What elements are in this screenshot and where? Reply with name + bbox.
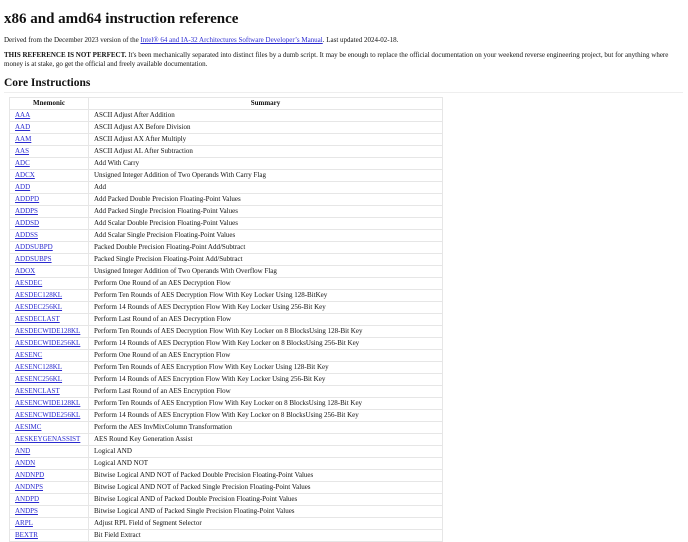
summary-cell: Perform the AES InvMixColumn Transformation [89,422,443,434]
table-row [10,458,443,470]
table-row [10,134,443,146]
derived-suffix: . Last updated 2024-02-18. [322,36,399,44]
mnemonic-cell [10,278,89,290]
table-row [10,314,443,326]
mnemonic-link[interactable]: ADDSS [15,231,38,239]
warning-text: It's been mechanically separated into distinct files by a dumb script. It may be enough to replace the official documentation on your weekend reverse engineering project, but for anything where money is at stake, go get the official and freely available documentation. [4,51,669,68]
mnemonic-link[interactable]: AESENC256KL [15,375,63,383]
derived-prefix: Derived from the December 2023 version of the [4,36,141,44]
mnemonic-cell [10,398,89,410]
table-body [10,110,443,542]
section-title: Core Instructions [4,76,683,93]
mnemonic-link[interactable]: ADDPD [15,195,40,203]
table-row [10,410,443,422]
mnemonic-cell [10,482,89,494]
mnemonic-cell [10,422,89,434]
summary-cell: Packed Double Precision Floating-Point Add/Subtract [89,242,443,254]
summary-cell: Bitwise Logical AND NOT of Packed Single Precision Floating-Point Values [89,482,443,494]
mnemonic-link[interactable]: AESIMC [15,423,42,431]
mnemonic-cell [10,254,89,266]
summary-cell: Perform Ten Rounds of AES Encryption Flow With Key Locker on 8 BlocksUsing 128-Bit Key [89,398,443,410]
mnemonic-link[interactable]: ADDSUBPS [15,255,52,263]
mnemonic-link[interactable]: ADCX [15,171,35,179]
summary-cell: Perform 14 Rounds of AES Encryption Flow With Key Locker on 8 BlocksUsing 256-Bit Key [89,410,443,422]
mnemonic-cell [10,530,89,542]
table-row [10,254,443,266]
mnemonic-cell [10,458,89,470]
mnemonic-link[interactable]: AND [15,447,31,455]
mnemonic-cell [10,218,89,230]
mnemonic-cell [10,386,89,398]
mnemonic-link[interactable]: AAA [15,111,31,119]
table-row [10,218,443,230]
summary-cell: ASCII Adjust After Addition [89,110,443,122]
table-row [10,398,443,410]
table-row [10,266,443,278]
mnemonic-cell [10,338,89,350]
summary-cell: Add Scalar Double Precision Floating-Point Values [89,218,443,230]
summary-cell: Logical AND [89,446,443,458]
mnemonic-cell [10,446,89,458]
mnemonic-link[interactable]: ANDPD [15,495,40,503]
summary-cell: Perform One Round of an AES Encryption Flow [89,350,443,362]
summary-cell: Bitwise Logical AND of Packed Double Precision Floating-Point Values [89,494,443,506]
mnemonic-link[interactable]: ADD [15,183,31,191]
mnemonic-cell [10,230,89,242]
mnemonic-link[interactable]: AESENCWIDE256KL [15,411,81,419]
mnemonic-link[interactable]: ADDPS [15,207,38,215]
mnemonic-link[interactable]: ADDSUBPD [15,243,53,251]
table-header-row [10,98,443,110]
mnemonic-cell [10,266,89,278]
mnemonic-link[interactable]: BEXTR [15,531,38,539]
mnemonic-link[interactable]: ANDN [15,459,36,467]
summary-cell: Add Packed Single Precision Floating-Point Values [89,206,443,218]
summary-cell: Perform 14 Rounds of AES Encryption Flow With Key Locker Using 256-Bit Key [89,374,443,386]
mnemonic-cell [10,146,89,158]
table-row [10,530,443,542]
summary-cell: Bitwise Logical AND NOT of Packed Double Precision Floating-Point Values [89,470,443,482]
mnemonic-cell [10,350,89,362]
mnemonic-cell [10,410,89,422]
mnemonic-link[interactable]: AESDEC [15,279,43,287]
mnemonic-cell [10,158,89,170]
summary-cell: Perform 14 Rounds of AES Decryption Flow With Key Locker Using 256-Bit Key [89,302,443,314]
table-row [10,470,443,482]
intel-manual-link[interactable]: Intel® 64 and IA-32 Architectures Software Developer’s Manual [140,36,323,44]
mnemonic-link[interactable]: AESDECWIDE256KL [15,339,81,347]
table-row [10,482,443,494]
mnemonic-cell [10,194,89,206]
summary-cell: Logical AND NOT [89,458,443,470]
table-row [10,494,443,506]
mnemonic-link[interactable]: AESDEC128KL [15,291,63,299]
summary-cell: ASCII Adjust AX Before Division [89,122,443,134]
mnemonic-link[interactable]: ADDSD [15,219,40,227]
table-row [10,422,443,434]
derived-note [4,36,398,45]
mnemonic-link[interactable]: ADOX [15,267,36,275]
mnemonic-cell [10,302,89,314]
summary-cell: Add Scalar Single Precision Floating-Point Values [89,230,443,242]
mnemonic-link[interactable]: AESDECWIDE128KL [15,327,81,335]
summary-cell: Perform 14 Rounds of AES Decryption Flow With Key Locker on 8 BlocksUsing 256-Bit Key [89,338,443,350]
mnemonic-cell [10,170,89,182]
table-row [10,290,443,302]
warning-note [4,51,684,69]
mnemonic-link[interactable]: AESENCWIDE128KL [15,399,81,407]
summary-cell: Perform Ten Rounds of AES Encryption Flow With Key Locker Using 128-Bit Key [89,362,443,374]
summary-cell: Unsigned Integer Addition of Two Operands With Carry Flag [89,170,443,182]
summary-cell: Add With Carry [89,158,443,170]
table-row [10,338,443,350]
warning-bold: THIS REFERENCE IS NOT PERFECT. [4,51,127,59]
mnemonic-cell [10,290,89,302]
mnemonic-cell [10,206,89,218]
table-row [10,230,443,242]
summary-cell: Packed Single Precision Floating-Point Add/Subtract [89,254,443,266]
table-row [10,122,443,134]
table-row [10,110,443,122]
page-title: x86 and amd64 instruction reference [4,11,239,27]
table-row [10,170,443,182]
mnemonic-cell [10,494,89,506]
mnemonic-link[interactable]: ANDPS [15,507,38,515]
table-row [10,182,443,194]
mnemonic-link[interactable]: AAD [15,123,31,131]
summary-cell: Perform Ten Rounds of AES Decryption Flow With Key Locker Using 128-BitKey [89,290,443,302]
mnemonic-cell [10,242,89,254]
table-row [10,434,443,446]
summary-cell: Bitwise Logical AND of Packed Single Precision Floating-Point Values [89,506,443,518]
table-row [10,362,443,374]
mnemonic-link[interactable]: AESENCLAST [15,387,60,395]
summary-cell: AES Round Key Generation Assist [89,434,443,446]
summary-cell: Add Packed Double Precision Floating-Point Values [89,194,443,206]
mnemonic-cell [10,470,89,482]
table-row [10,386,443,398]
mnemonic-link[interactable]: AESDECLAST [15,315,60,323]
table-row [10,158,443,170]
mnemonic-link[interactable]: AESKEYGENASSIST [15,435,81,443]
table-row [10,146,443,158]
mnemonic-link[interactable]: AESENC128KL [15,363,63,371]
summary-cell: ASCII Adjust AL After Subtraction [89,146,443,158]
mnemonic-cell [10,362,89,374]
summary-cell: Perform Last Round of an AES Decryption Flow [89,314,443,326]
mnemonic-link[interactable]: AESDEC256KL [15,303,63,311]
mnemonic-cell [10,110,89,122]
mnemonic-link[interactable]: AESENC [15,351,43,359]
mnemonic-cell [10,314,89,326]
mnemonic-link[interactable]: AAM [15,135,32,143]
mnemonic-link[interactable]: ANDNPS [15,483,44,491]
summary-cell: Add [89,182,443,194]
column-header-mnemonic: Mnemonic [10,98,89,110]
table-row [10,326,443,338]
table-row [10,194,443,206]
mnemonic-link[interactable]: ANDNPD [15,471,45,479]
mnemonic-cell [10,518,89,530]
mnemonic-cell [10,182,89,194]
summary-cell: Perform Ten Rounds of AES Decryption Flow With Key Locker on 8 BlocksUsing 128-Bit Key [89,326,443,338]
mnemonic-cell [10,374,89,386]
column-header-summary: Summary [89,98,443,110]
table-row [10,518,443,530]
mnemonic-link[interactable]: ADC [15,159,30,167]
summary-cell: Perform One Round of an AES Decryption Flow [89,278,443,290]
mnemonic-cell [10,326,89,338]
summary-cell: Bit Field Extract [89,530,443,542]
table-row [10,374,443,386]
instructions-table [9,97,443,542]
summary-cell: Perform Last Round of an AES Encryption Flow [89,386,443,398]
table-row [10,302,443,314]
table-row [10,278,443,290]
summary-cell: Unsigned Integer Addition of Two Operands With Overflow Flag [89,266,443,278]
table-row [10,206,443,218]
mnemonic-link[interactable]: AAS [15,147,30,155]
summary-cell: Adjust RPL Field of Segment Selector [89,518,443,530]
mnemonic-cell [10,434,89,446]
mnemonic-cell [10,122,89,134]
table-row [10,350,443,362]
summary-cell: ASCII Adjust AX After Multiply [89,134,443,146]
mnemonic-cell [10,134,89,146]
table-row [10,446,443,458]
table-row [10,242,443,254]
mnemonic-link[interactable]: ARPL [15,519,33,527]
